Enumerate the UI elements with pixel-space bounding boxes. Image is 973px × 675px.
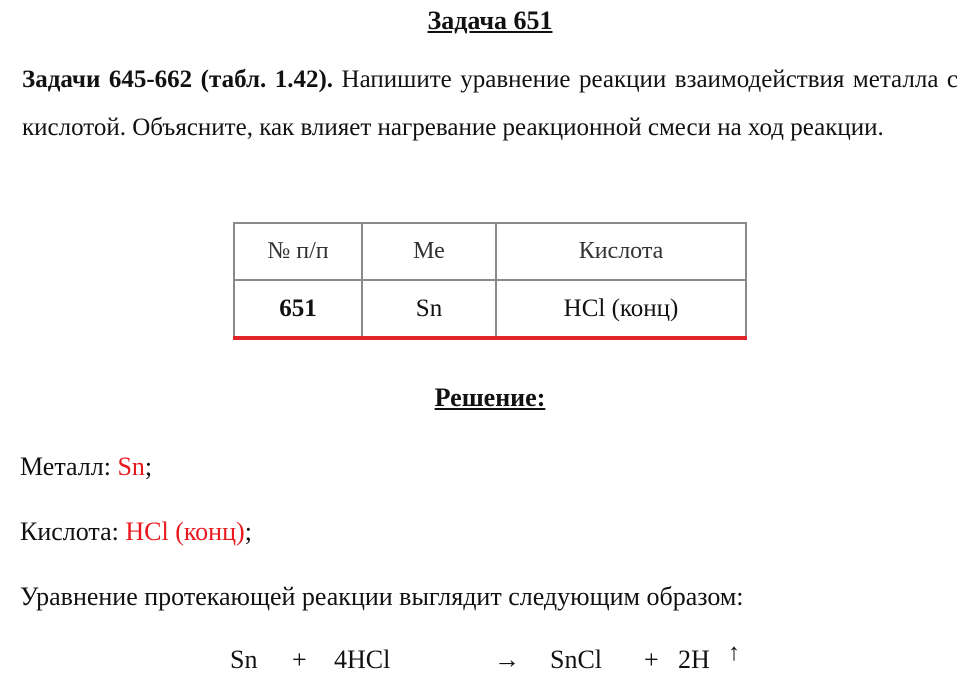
header-acid: Кислота: [496, 223, 746, 280]
equation-plus-1: +: [292, 645, 307, 674]
metal-end: ;: [144, 452, 153, 481]
problem-text: Напишите уравнение реакции взаимодействия металла с кислотой. Объясните, как влияет нагревание реакционной смеси на ход реакции.: [22, 66, 959, 141]
data-table: [233, 222, 747, 340]
equation-plus-2: +: [644, 645, 659, 674]
table-header-row: [234, 223, 746, 280]
problem-range-label: Задачи 645-662 (табл. 1.42).: [22, 66, 334, 93]
gas-evolution-arrow-icon: ↑: [728, 640, 740, 666]
equation-reactant-1: Sn: [230, 645, 258, 674]
equation-intro: Уравнение протекающей реакции выглядит следующим образом:: [20, 582, 744, 611]
cell-number: 651: [234, 280, 362, 338]
acid-line: [20, 517, 252, 547]
equation-arrow: →: [494, 645, 520, 674]
metal-value: Sn: [117, 452, 145, 481]
cell-metal: Sn: [362, 280, 496, 338]
problem-statement: [22, 56, 958, 152]
equation-reactant-2: 4HCl: [334, 645, 391, 674]
table-row: [234, 280, 746, 338]
header-number: № п/п: [234, 223, 362, 280]
equation-product-1: SnCl: [550, 645, 603, 674]
problem-title: Задача 651: [427, 6, 553, 35]
solution-title: Решение:: [434, 383, 546, 412]
metal-line: [20, 452, 152, 482]
acid-label: Кислота:: [20, 517, 126, 546]
acid-end: ;: [244, 517, 252, 546]
metal-label: Металл:: [20, 452, 118, 481]
acid-value: HCl (конц): [125, 517, 245, 546]
equation-product-2: 2H: [678, 645, 710, 674]
cell-acid: HCl (конц): [496, 280, 746, 338]
header-metal: Ме: [362, 223, 496, 280]
